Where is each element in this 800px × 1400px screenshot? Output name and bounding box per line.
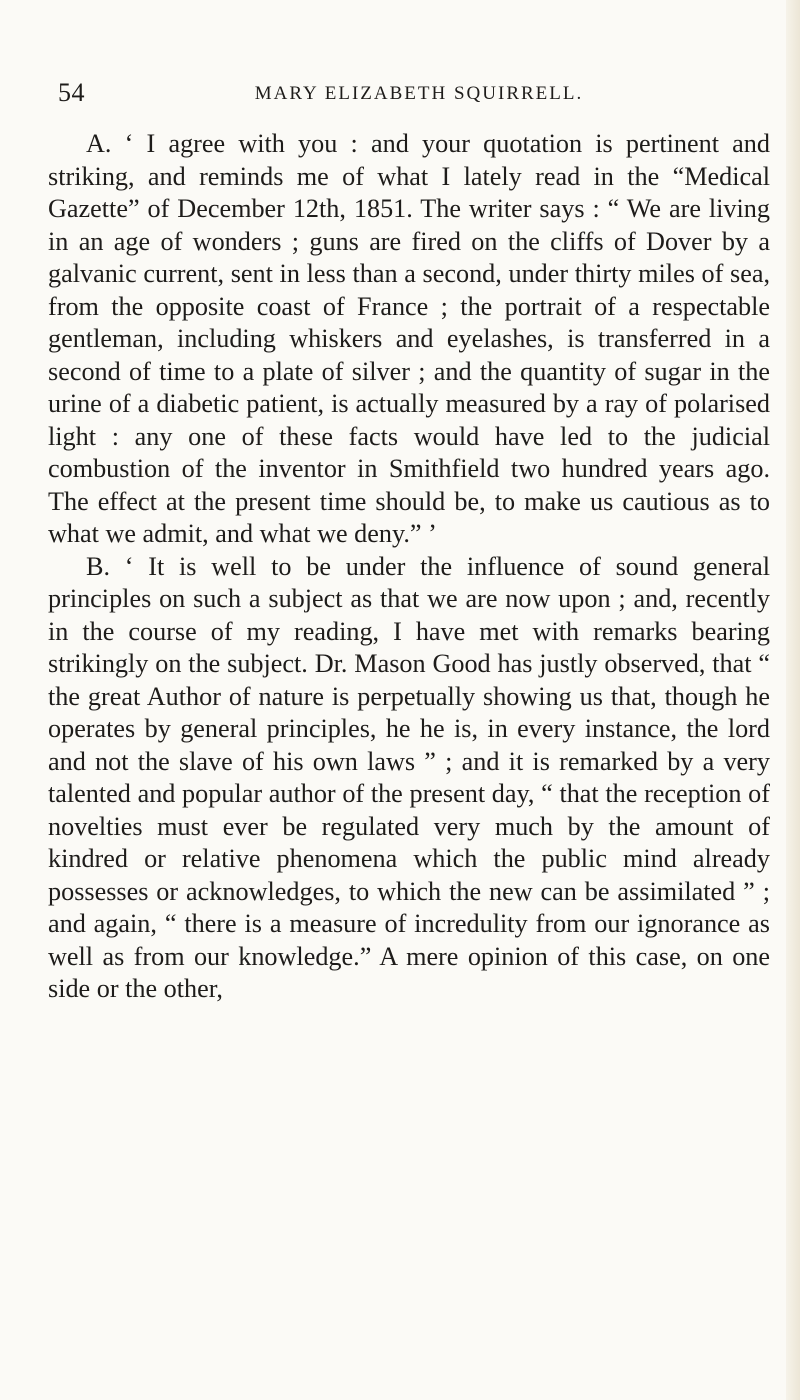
page-number: 54 <box>58 78 85 107</box>
body-text <box>48 128 770 1006</box>
page-edge <box>786 0 800 1400</box>
paragraph-b: B. ‘ It is well to be under the influence of sound general principles on such a subject as that we are now upon ; and, recently in the course of my reading, I have met with remarks bearing strikingly on the subject. Dr. Mason Good has justly observed, that “ the great Author of nature is perpetually showing us that, though he operates by general principles, he he is, in every instance, the lord and not the slave of his own laws ” ; and it is remarked by a very talented and popular author of the present day, “ that the reception of novelties must ever be regulated very much by the amount of kindred or relative phenomena which the public mind already possesses or acknowledges, to which the new can be assimilated ” ; and again, “ there is a measure of incredulity from our ignorance as well as from our knowledge.” A mere opinion of this case, on one side or the other, <box>48 551 770 1003</box>
paragraph-a: A. ‘ I agree with you : and your quotation is pertinent and striking, and reminds me of what I lately read in the “Medical Gazette” of December 12th, 1851. The writer says : “ We are living in an age of wonders ; guns are fired on the cliffs of Dover by a galvanic current, sent in less than a second, under thirty miles of sea, from the opposite coast of France ; the portrait of a respectable gentleman, including whiskers and eyelashes, is transferred in a second of time to a plate of silver ; and the quantity of sugar in the urine of a diabetic patient, is actually measured by a ray of polarised light : any one of these facts would have led to the judicial combustion of the inventor in Smithfield two hundred years ago. The effect at the present time should be, to make us cautious as to what we admit, and what we deny.” ’ <box>48 129 770 548</box>
running-head: MARY ELIZABETH SQUIRRELL. <box>254 83 584 104</box>
page-header <box>58 78 758 108</box>
